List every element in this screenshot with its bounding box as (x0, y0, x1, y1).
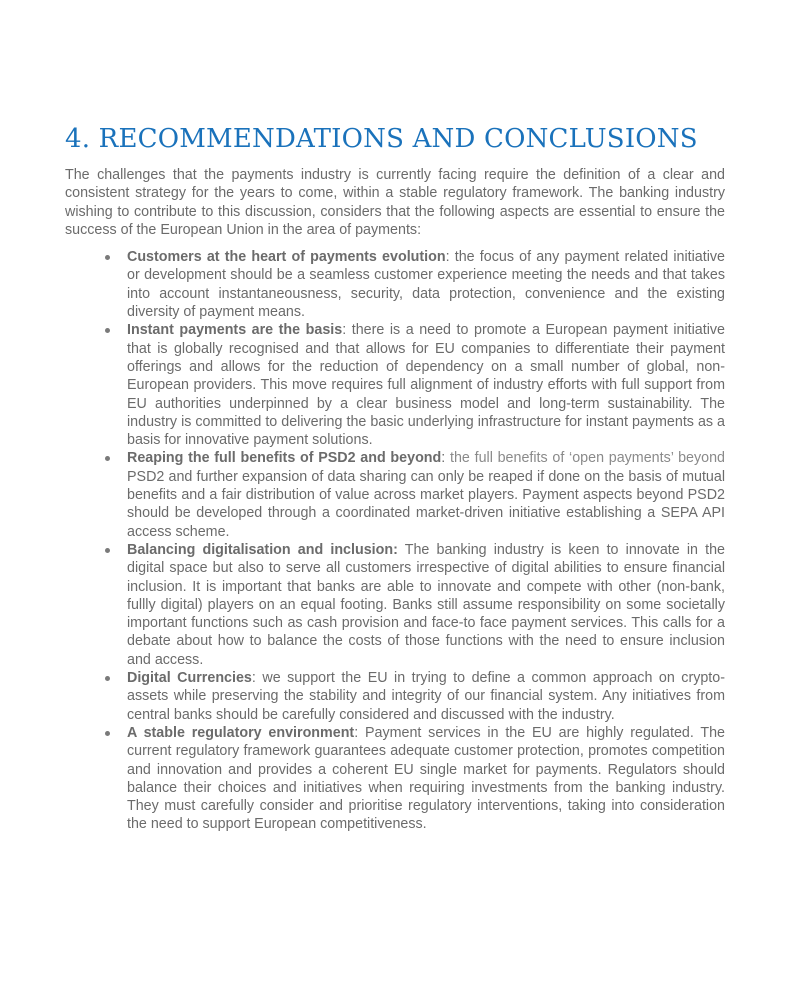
intro-paragraph: The challenges that the payments industry is currently facing require the definition of a clear and consistent strategy for the years to come, within a stable regulatory framework. The banking industry wishing to contribute to this discussion, considers that the following aspects are essential to ensure the success of the European Union in the area of payments: (65, 167, 725, 238)
item-text: PSD2 and further expansion of data sharing can only be reaped if done on the basis of mutual benefits and a fair distribution of value across market players. Payment aspects beyond PSD2 should be developed through a coordinated market-driven initiative establishing a SEPA API access scheme. (127, 468, 725, 540)
item-separator: : (441, 450, 446, 467)
item-separator: : (354, 724, 359, 741)
list-item-regulatory (65, 724, 725, 834)
item-text: the focus of any payment related initiative or development should be a seamless customer experience meeting the needs and that takes into account instantaneousness, security, data protection, convenience and the existing diversity of payment means. (127, 249, 725, 321)
item-separator: : (445, 249, 450, 266)
list-item-digitalisation (65, 541, 725, 669)
item-text: The banking industry is keen to innovate in the digital space but also to serve all customers irrespective of digital abilities to ensure financial inclusion. It is important that banks are able to innovate and compete with other (non-bank, fullly digital) players on an equal footing. Banks still assume responsibility on some societally important functions such as cash provision and face-to face payment services. This calls for a debate about how to balance the costs of those functions with the need to ensure inclusion and access. (127, 541, 725, 668)
item-text-light: the full benefits of ‘open payments’ beyond (445, 450, 726, 467)
list-item-psd2 (65, 449, 725, 540)
item-separator: : (342, 322, 347, 339)
item-text: we support the EU in trying to define a common approach on crypto-assets while preserving the stability and integrity of our financial system. Any initiatives from central banks should be carefully considered and discussed with the industry. (127, 670, 725, 723)
list-item-digital-currencies (65, 669, 725, 724)
item-title: A stable regulatory environment (127, 724, 355, 741)
item-text: there is a need to promote a European payment initiative that is globally recognised and that allows for EU companies to differentiate their payment offerings and allows for the reduction of dependency on a small number of global, non-European providers. This move requires full alignment of industry efforts with full support from EU authorities underpinned by a clear business model and long-term sustainability. The industry is committed to delivering the basic underlying infrastructure for instant payments as a basis for innovative payment solutions. (127, 322, 726, 449)
bullet-icon (105, 328, 110, 333)
recommendations-list (65, 248, 725, 834)
item-title: Instant payments are the basis (127, 322, 343, 339)
list-item-customers (65, 248, 725, 321)
bullet-icon (105, 676, 110, 681)
item-text: Payment services in the EU are highly regulated. The current regulatory framework guarantees adequate customer protection, promotes competition and innovation and provides a coherent EU single market for payments. Regulators should balance their choices and initiatives when requiring investments from the banking industry. They must carefully consider and prioritise regulatory interventions, taking into consideration the need to support European competitiveness. (127, 724, 725, 833)
item-title: Digital Currencies (127, 670, 252, 687)
list-item-instant-payments (65, 321, 725, 449)
item-title: Reaping the full benefits of PSD2 and beyond (127, 450, 442, 467)
bullet-icon (105, 731, 110, 736)
item-separator: : (251, 670, 256, 687)
section-heading: 4. RECOMMENDATIONS AND CONCLUSIONS (65, 124, 698, 154)
item-title: Balancing digitalisation and inclusion: (127, 541, 398, 558)
bullet-icon (105, 548, 110, 553)
item-title: Customers at the heart of payments evolution (127, 249, 446, 266)
bullet-icon (105, 255, 110, 260)
document-page (65, 122, 725, 834)
bullet-icon (105, 456, 110, 461)
